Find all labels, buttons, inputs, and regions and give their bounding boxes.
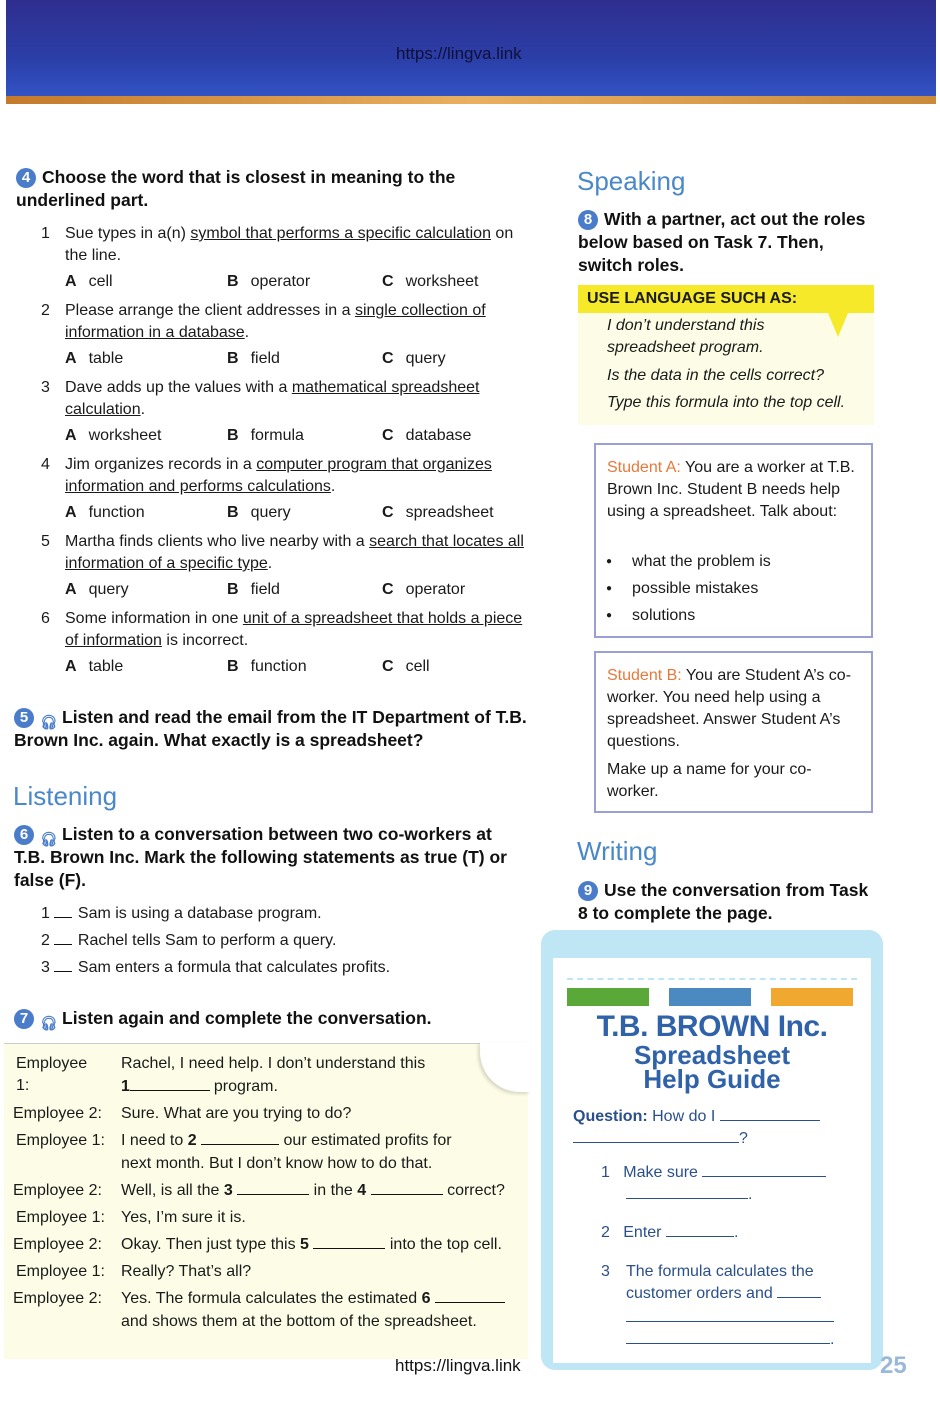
headphones-icon: 🎧︎ [40,714,58,731]
question-text: How do I [652,1108,716,1125]
student-b-text [607,665,865,753]
phrase: Is the data in the cells correct? [607,367,824,384]
phrase: Type this formula into the top cell. [607,394,846,411]
guide-title-2: Help Guide [643,1064,781,1094]
question-item [41,300,531,346]
bullet-text: possible mistakes [632,580,759,598]
student-a-card [594,443,873,638]
underlined-phrase: symbol that performs a specific calculation [190,225,491,242]
task7-instruction [14,1007,519,1030]
option-text: database [405,427,472,444]
line-text: correct? [447,1182,505,1199]
item-number: 3 [41,959,50,976]
guide-title-1: Spreadsheet [633,1040,791,1070]
answer-blank[interactable] [666,1222,734,1237]
option-text: function [88,504,145,521]
student-b-label: Student B: [607,667,682,684]
option-text: operator [250,273,311,290]
student-b-card [594,651,873,813]
item-text-pre: Please arrange the client addresses in a [65,302,355,319]
step-3-cont-2 [626,1329,834,1351]
question-mark: ? [739,1130,748,1147]
help-guide-clipboard [541,930,883,1390]
option-a[interactable] [65,273,113,291]
line-text: program. [213,1078,278,1095]
option-text: cell [405,658,430,675]
option-text: worksheet [88,427,162,444]
speaker-label: Employee 1: [16,1132,105,1149]
conversation-line [121,1076,278,1098]
page-number: 25 [880,1352,907,1379]
task6-number: 6 [14,825,34,845]
gap-number: 1 [121,1078,130,1095]
task6-instruction [14,823,519,892]
blue-tab [669,988,751,1006]
option-text: formula [250,427,304,444]
step-text: The formula calculates the customer orders and [626,1263,814,1302]
task4-instruction [16,166,496,212]
item-text-pre: Martha finds clients who live nearby with a [65,533,370,550]
line-text: next month. But I don’t know how to do that. [121,1155,433,1172]
option-a[interactable] [65,581,129,599]
student-a-label: Student A: [607,459,681,476]
option-a[interactable] [65,658,123,676]
item-text-post: . [267,555,273,572]
line-text: Yes, I’m sure it is. [121,1209,246,1226]
option-letter: A [65,504,77,521]
question-item [41,377,531,423]
bullet-item [606,578,758,600]
line-text: Really? That’s all? [121,1263,252,1280]
use-language-box [578,285,874,425]
phrase: spreadsheet program. [607,339,764,356]
task9-text: Use the conversation from Task 8 to complete the page. [578,880,869,923]
gap-number: 6 [421,1290,431,1307]
listening-heading: Listening [13,781,118,811]
option-b[interactable] [227,504,291,522]
option-b[interactable] [227,350,280,368]
period: . [733,1224,739,1241]
period: . [748,1186,753,1203]
item-text [65,300,525,344]
option-text: query [88,581,129,598]
task7-text: Listen again and complete the conversation. [62,1008,432,1028]
item-text-post: . [330,478,336,495]
answer-blank[interactable] [313,1234,385,1249]
answer-blank[interactable] [54,932,72,945]
period: . [830,1331,835,1348]
speaker-label: Employee 2: [13,1182,102,1199]
option-text: query [405,350,446,367]
item-number: 2 [41,302,50,319]
question-item [41,223,531,269]
bullet-text: solutions [632,607,696,625]
option-text: field [250,581,280,598]
speaking-heading: Speaking [577,166,686,196]
option-c[interactable] [382,504,494,522]
option-c[interactable] [382,581,465,599]
question-item [41,454,531,500]
answer-blank[interactable] [54,959,72,972]
option-b[interactable] [227,427,304,445]
item-text [65,531,525,575]
option-letter: B [227,504,239,521]
item-text-post: on the line. [65,225,514,264]
option-letter: A [65,273,77,290]
item-text-pre: Jim organizes records in a [65,456,257,473]
student-b-note: Make up a name for your co-worker. [607,761,812,800]
step-number: 2 [601,1224,610,1241]
step-1 [601,1162,861,1184]
option-b[interactable] [227,581,280,599]
option-text: table [88,658,124,675]
option-text: function [250,658,307,675]
answer-blank[interactable] [435,1288,505,1303]
underlined-phrase: computer program that organizes information and performs calculations [65,456,492,495]
underlined-phrase: mathematical spreadsheet calculation [65,379,480,418]
writing-heading: Writing [577,836,658,866]
item-text-pre: Sue types in a(n) [65,225,191,242]
speaker-label: Employee 1: [16,1209,105,1226]
option-letter: A [65,581,77,598]
gap-number: 5 [300,1236,309,1253]
item-text: Rachel tells Sam to perform a query. [77,932,337,949]
student-a-text [607,457,865,523]
item-text [65,223,525,267]
item-number: 2 [41,932,50,949]
item-text [65,608,525,652]
line-text: Yes. The formula calculates the estimated [121,1290,422,1307]
speech-pointer-icon [828,313,848,337]
option-c[interactable] [382,658,430,676]
task4-number: 4 [16,168,36,188]
item-number: 3 [41,379,50,396]
option-text: field [250,350,280,367]
task4-text: Choose the word that is closest in meaning to the underlined part. [16,167,456,210]
item-text-pre: Some information in one [65,610,243,627]
option-text: operator [405,581,466,598]
answer-blank[interactable] [777,1283,821,1298]
step-number: 3 [601,1263,610,1280]
underlined-phrase: unit of a spreadsheet that holds a piece of information [65,610,523,649]
option-a[interactable] [65,350,123,368]
speaker-label: Employee 1: [16,1055,88,1094]
company-name: T.B. BROWN Inc. [596,1010,828,1043]
option-letter: A [65,658,77,675]
item-number: 4 [41,456,50,473]
speaker-label: Employee 2: [13,1105,102,1122]
bullet-item [606,605,695,627]
line-text: Rachel, I need help. I don’t understand this [121,1055,426,1072]
task5-instruction [14,706,529,752]
item-text-post: . [140,401,146,418]
step-text: Make sure [623,1164,698,1181]
option-letter: C [382,273,394,290]
phrase: I don’t understand this [607,317,765,334]
option-text: cell [88,273,113,290]
line-text: our estimated profits for [283,1132,452,1149]
line-text: into the top cell. [389,1236,502,1253]
task5-text: Listen and read the email from the IT Department of T.B. Brown Inc. again. What exactly is a spreadsheet? [14,707,527,750]
task9-instruction [578,879,878,925]
question-item [41,608,531,654]
line-text: I need to [121,1132,188,1149]
gap-number: 2 [187,1132,197,1149]
bullet-item [606,551,771,573]
orange-tab [771,988,853,1006]
task6-text: Listen to a conversation between two co-workers at T.B. Brown Inc. Mark the following statements as true (T) or false (F). [14,824,507,890]
item-text-post: is incorrect. [161,632,249,649]
item-number: 1 [41,225,50,242]
gap-number: 4 [357,1182,367,1199]
line-text: in the [313,1182,358,1199]
option-letter: A [65,350,77,367]
answer-blank[interactable] [573,1128,739,1143]
task7-number: 7 [14,1009,34,1029]
option-text: query [250,504,291,521]
option-text: table [88,350,124,367]
item-number: 5 [41,533,50,550]
answer-blank[interactable] [371,1180,443,1195]
header-stripe [6,96,936,104]
option-letter: A [65,427,77,444]
bullet-text: what the problem is [632,553,771,571]
option-c[interactable] [382,427,471,445]
item-text: Sam enters a formula that calculates profits. [77,959,391,976]
option-letter: C [382,350,394,367]
conversation-line [121,1311,477,1333]
option-letter: B [227,581,239,598]
option-letter: C [382,581,394,598]
line-text: and shows them at the bottom of the spreadsheet. [121,1313,477,1330]
line-text: Okay. Then just type this [121,1236,301,1253]
item-number: 6 [41,610,50,627]
question-line [573,1106,863,1128]
green-tab [567,988,649,1006]
option-a[interactable] [65,427,161,445]
guide-page [553,958,871,1363]
task9-number: 9 [578,881,598,901]
question-label: Question: [573,1108,648,1125]
item-number: 1 [41,905,50,922]
underlined-phrase: search that locates all information of a specific type [65,533,524,572]
conversation-line [121,1153,432,1175]
line-text: Sure. What are you trying to do? [121,1105,352,1122]
item-text-pre: Dave adds up the values with a [65,379,292,396]
answer-blank[interactable] [626,1184,748,1199]
step-2 [601,1222,738,1244]
task8-number: 8 [578,210,598,230]
step-1-cont [626,1184,752,1206]
answer-blank[interactable] [720,1106,820,1121]
option-c[interactable] [382,273,478,291]
option-letter: B [227,658,239,675]
option-text: spreadsheet [405,504,494,521]
option-letter: C [382,427,394,444]
use-language-heading: USE LANGUAGE SUCH AS: [578,285,874,313]
divider [567,978,857,980]
option-letter: B [227,427,239,444]
item-text [65,377,525,421]
task6-item [41,930,336,952]
step-3-cont [626,1307,834,1329]
gap-number: 3 [223,1182,233,1199]
line-text: Well, is all the [121,1182,224,1199]
answer-blank[interactable] [237,1180,309,1195]
option-letter: C [382,658,394,675]
task8-instruction [578,208,878,277]
option-letter: C [382,504,394,521]
task5-number: 5 [14,708,34,728]
site-url-top[interactable]: https://lingva.link [396,44,522,63]
speaker-label: Employee 2: [13,1290,102,1307]
option-letter: B [227,273,239,290]
headphones-icon: 🎧︎ [40,831,58,848]
step-text: Enter [623,1224,662,1241]
item-text-post: . [244,324,250,341]
task6-item [41,903,322,925]
answer-blank[interactable] [201,1130,279,1145]
option-text: worksheet [405,273,479,290]
headphones-icon: 🎧︎ [40,1015,58,1032]
site-url-bottom[interactable]: https://lingva.link [395,1356,521,1375]
answer-blank[interactable] [130,1076,210,1091]
item-text [65,454,525,498]
question-item [41,531,531,577]
option-b[interactable] [227,658,307,676]
item-text: Sam is using a database program. [77,905,322,922]
option-a[interactable] [65,504,145,522]
answer-blank[interactable] [702,1162,826,1177]
task6-item [41,957,390,979]
option-letter: B [227,350,239,367]
student-a-body: You are a worker at T.B. Brown Inc. Student B needs help using a spreadsheet. Talk about: [607,459,855,520]
speaker-label: Employee 2: [13,1236,102,1253]
question-line-2 [573,1128,863,1150]
task8-text: With a partner, act out the roles below based on Task 7. Then, switch roles. [578,209,866,275]
answer-blank[interactable] [54,905,72,918]
speaker-label: Employee 1: [16,1263,105,1280]
step-number: 1 [601,1164,610,1181]
option-c[interactable] [382,350,446,368]
step-3-text [626,1261,841,1305]
answer-blank[interactable] [626,1329,830,1344]
option-b[interactable] [227,273,310,291]
student-b-body: You are Student A’s co-worker. You need help using a spreadsheet. Answer Student A’s questions. [607,667,852,750]
underlined-phrase: single collection of information in a database [65,302,486,341]
answer-blank[interactable] [626,1307,834,1322]
